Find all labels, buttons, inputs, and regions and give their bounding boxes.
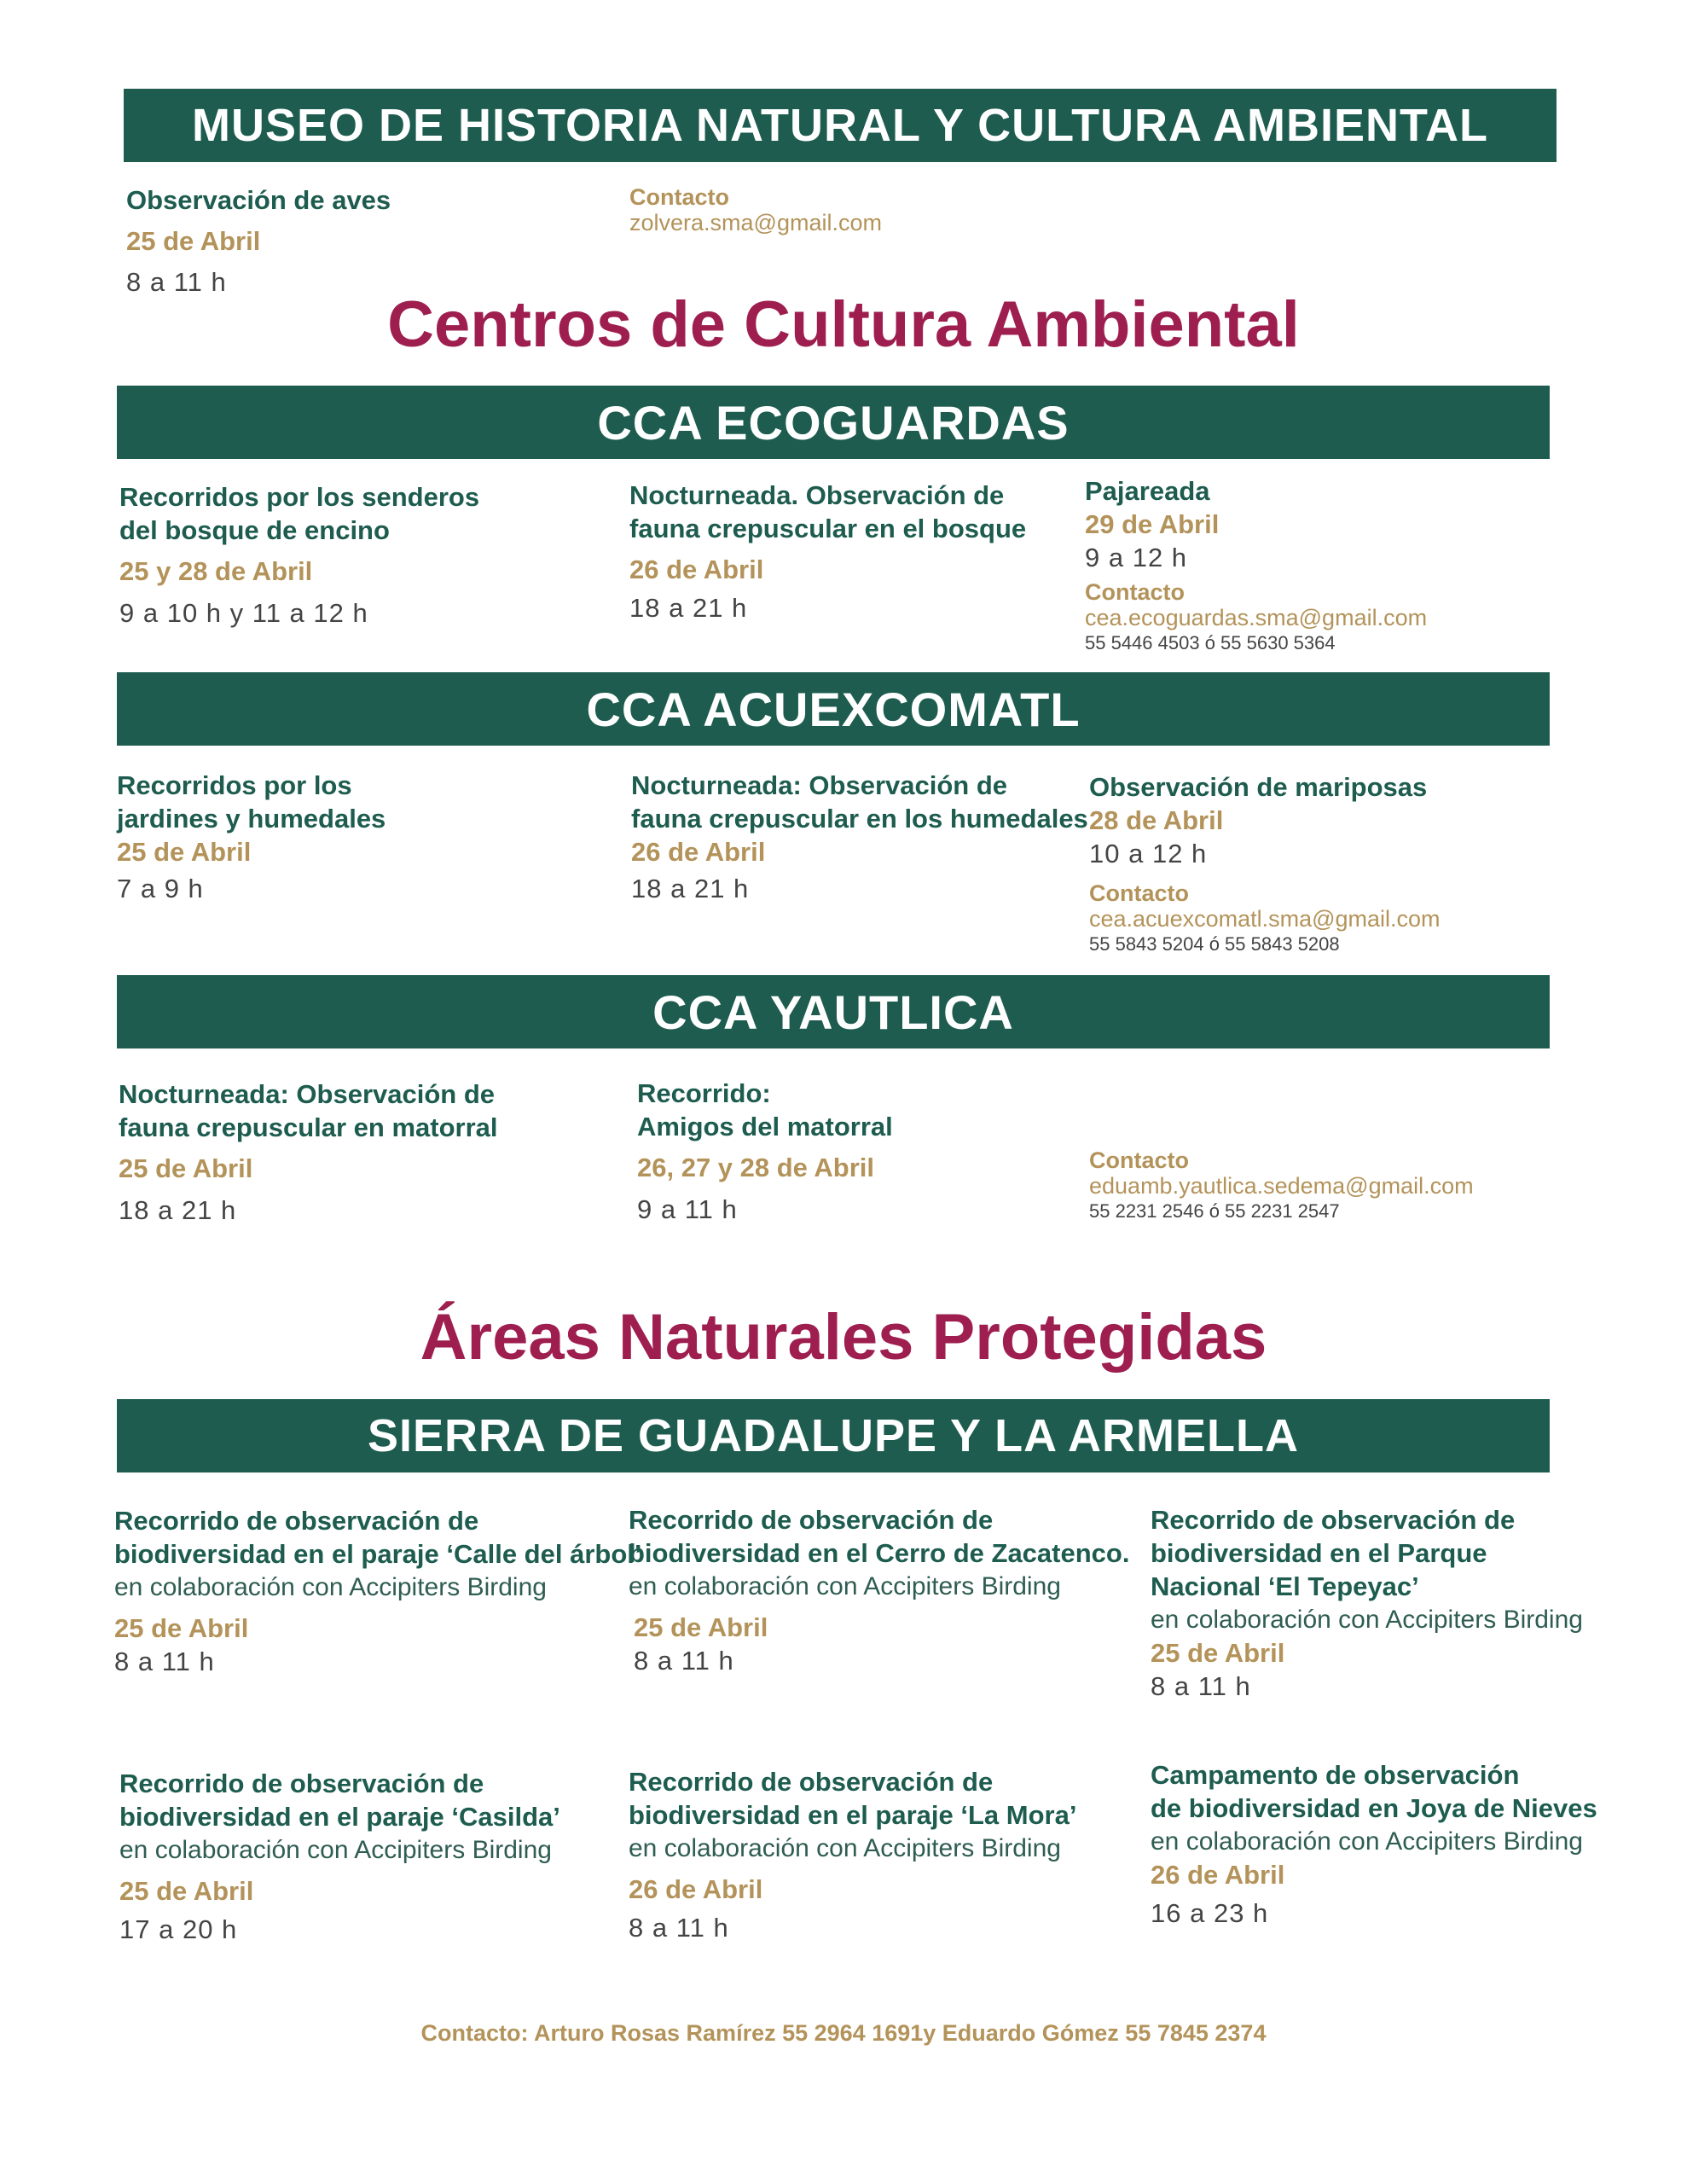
activity-date: 25 de Abril — [1151, 1638, 1285, 1668]
activity-title: Pajareada — [1085, 476, 1210, 506]
contact-label: Contacto — [1085, 579, 1185, 605]
activity-title: del bosque de encino — [119, 515, 390, 545]
anp-section-title: Áreas Naturales Protegidas — [420, 1301, 1267, 1374]
activity-title: biodiversidad en el Parque — [1151, 1538, 1487, 1568]
activity-date: 28 de Abril — [1089, 805, 1224, 835]
footer-contact: Contacto: Arturo Rosas Ramírez 55 2964 1691y Eduardo Gómez 55 7845 2374 — [420, 2020, 1267, 2046]
sierra-activity-6 — [1151, 1758, 1597, 1930]
contact-email[interactable]: cea.ecoguardas.sma@gmail.com — [1085, 605, 1428, 630]
activity-hours: 8 a 11 h — [634, 1646, 734, 1676]
activity-title: fauna crepuscular en los humedales — [631, 804, 1088, 834]
activity-hours: 9 a 12 h — [1085, 543, 1188, 572]
contact-label: Contacto — [1089, 1147, 1189, 1173]
contact-phones: 55 5843 5204 ó 55 5843 5208 — [1089, 933, 1340, 955]
activity-title: Recorrido de observación de — [629, 1505, 994, 1535]
activity-title: Nacional ‘El Tepeyac’ — [1151, 1571, 1419, 1601]
activity-subtitle: en colaboración con Accipiters Birding — [119, 1836, 552, 1864]
activity-hours: 8 a 11 h — [126, 267, 227, 297]
activity-hours: 16 a 23 h — [1151, 1898, 1269, 1928]
activity-title: Recorrido: — [637, 1078, 771, 1108]
activity-date: 25 de Abril — [119, 1876, 254, 1906]
activity-title: biodiversidad en el paraje ‘Calle del árbol’ — [114, 1539, 642, 1569]
activity-date: 26 de Abril — [629, 555, 764, 584]
ecoguardas-banner: CCA ECOGUARDAS — [117, 386, 1550, 459]
activity-title: fauna crepuscular en el bosque — [629, 514, 1027, 543]
activity-date: 26 de Abril — [629, 1874, 763, 1904]
activity-subtitle: en colaboración con Accipiters Birding — [1151, 1606, 1583, 1634]
activity-title: Recorridos por los senderos — [119, 482, 480, 512]
activity-subtitle: en colaboración con Accipiters Birding — [1151, 1827, 1583, 1856]
acuexcomatl-banner: CCA ACUEXCOMATL — [117, 672, 1550, 746]
activity-date: 25 de Abril — [117, 837, 252, 867]
sierra-activity-1 — [114, 1504, 642, 1678]
activity-hours: 9 a 11 h — [637, 1194, 738, 1224]
activity-subtitle: en colaboración con Accipiters Birding — [629, 1834, 1061, 1862]
activity-hours: 17 a 20 h — [119, 1914, 238, 1944]
yautlica-banner: CCA YAUTLICA — [117, 975, 1550, 1048]
contact-email[interactable]: eduamb.yautlica.sedema@gmail.com — [1089, 1173, 1474, 1199]
activity-title: Recorridos por los — [117, 770, 352, 800]
activity-hours: 7 a 9 h — [117, 874, 204, 903]
activity-date: 26 de Abril — [631, 837, 766, 867]
contact-email[interactable]: zolvera.sma@gmail.com — [629, 210, 882, 235]
activity-title: de biodiversidad en Joya de Nieves — [1151, 1793, 1597, 1823]
museo-banner: MUSEO DE HISTORIA NATURAL Y CULTURA AMBIENTAL — [124, 89, 1557, 162]
activity-date: 29 de Abril — [1085, 509, 1220, 539]
activity-date: 25 de Abril — [634, 1612, 768, 1642]
activity-title: Recorrido de observación de — [119, 1769, 484, 1798]
activity-title: biodiversidad en el paraje ‘La Mora’ — [629, 1800, 1077, 1830]
contact-label: Contacto — [1089, 880, 1189, 906]
yautlica-contact — [1089, 1147, 1474, 1224]
ecoguardas-activity-2 — [629, 479, 1026, 624]
yautlica-activity-1 — [119, 1077, 498, 1227]
activity-title: Recorrido de observación de — [114, 1506, 479, 1536]
sierra-activity-2 — [629, 1503, 1129, 1677]
activity-title: Observación de mariposas — [1089, 772, 1428, 802]
activity-hours: 10 a 12 h — [1089, 839, 1208, 868]
activity-title: jardines y humedales — [117, 804, 386, 834]
sierra-activity-3 — [1151, 1503, 1583, 1703]
activity-subtitle: en colaboración con Accipiters Birding — [114, 1573, 547, 1601]
activity-date: 25 de Abril — [126, 226, 261, 256]
activity-date: 25 de Abril — [114, 1613, 249, 1643]
contact-label: Contacto — [629, 184, 729, 210]
activity-subtitle: en colaboración con Accipiters Birding — [629, 1572, 1061, 1600]
activity-hours: 8 a 11 h — [629, 1913, 729, 1943]
activity-date: 26, 27 y 28 de Abril — [637, 1153, 875, 1182]
sierra-activity-5 — [629, 1765, 1076, 1944]
activity-date: 25 y 28 de Abril — [119, 556, 313, 586]
acuexcomatl-activity-3 — [1089, 770, 1441, 957]
activity-title: biodiversidad en el Cerro de Zacatenco. — [629, 1538, 1130, 1568]
activity-title: Observación de aves — [126, 185, 391, 215]
ecoguardas-activity-1 — [119, 480, 479, 630]
activity-title: fauna crepuscular en matorral — [119, 1112, 498, 1142]
ecoguardas-activity-3 — [1085, 474, 1427, 656]
acuexcomatl-activity-1 — [117, 769, 386, 905]
museo-contact — [629, 184, 882, 235]
acuexcomatl-activity-2 — [631, 769, 1088, 905]
activity-hours: 8 a 11 h — [114, 1647, 215, 1676]
activity-hours: 18 a 21 h — [629, 593, 748, 623]
activity-title: Recorrido de observación de — [1151, 1505, 1516, 1535]
activity-date: 26 de Abril — [1151, 1860, 1285, 1890]
activity-title: Nocturneada: Observación de — [119, 1079, 496, 1109]
activity-title: Nocturneada: Observación de — [631, 770, 1008, 800]
sierra-banner: SIERRA DE GUADALUPE Y LA ARMELLA — [117, 1399, 1550, 1472]
activity-title: biodiversidad en el paraje ‘Casilda’ — [119, 1802, 560, 1832]
activity-title: Campamento de observación — [1151, 1760, 1520, 1790]
activity-hours: 8 a 11 h — [1151, 1671, 1251, 1701]
activity-title: Recorrido de observación de — [629, 1767, 994, 1797]
museo-activity — [126, 183, 391, 299]
activity-title: Nocturneada. Observación de — [629, 480, 1005, 510]
activity-hours: 9 a 10 h y 11 a 12 h — [119, 598, 368, 628]
activity-title: Amigos del matorral — [637, 1112, 893, 1141]
contact-phones: 55 5446 4503 ó 55 5630 5364 — [1085, 632, 1336, 653]
activity-hours: 18 a 21 h — [631, 874, 750, 903]
contact-phones: 55 2231 2546 ó 55 2231 2547 — [1089, 1200, 1340, 1222]
activity-date: 25 de Abril — [119, 1153, 253, 1183]
contact-email[interactable]: cea.acuexcomatl.sma@gmail.com — [1089, 906, 1441, 932]
sierra-activity-4 — [119, 1767, 560, 1946]
yautlica-activity-2 — [637, 1077, 893, 1226]
activity-hours: 18 a 21 h — [119, 1195, 237, 1225]
cca-section-title: Centros de Cultura Ambiental — [387, 288, 1300, 361]
